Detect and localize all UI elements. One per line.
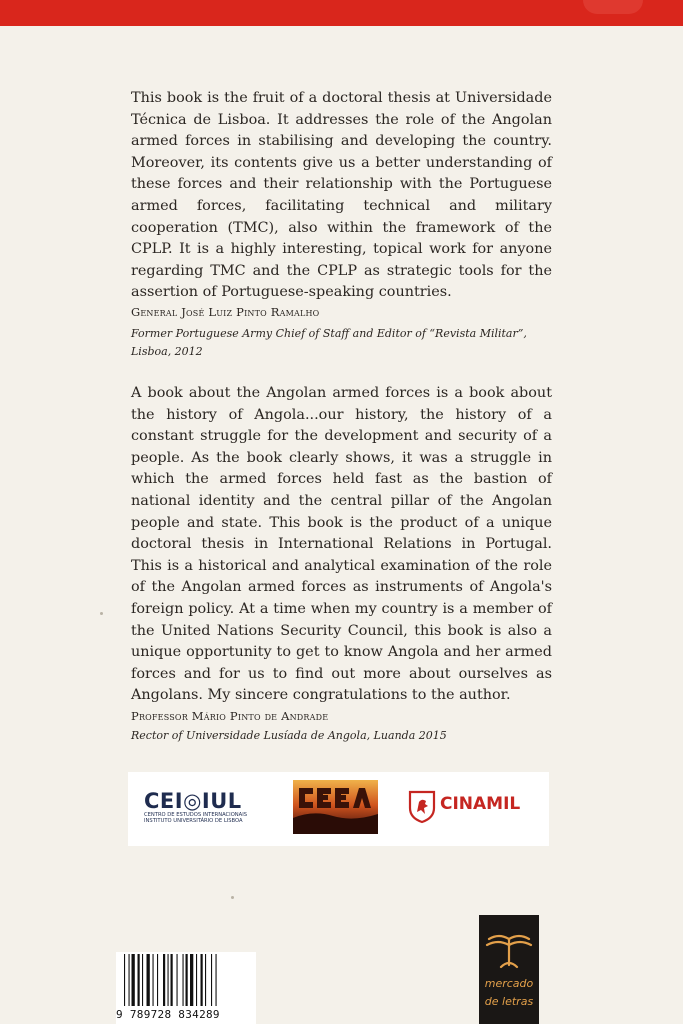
- barcode-bar: [171, 954, 173, 1006]
- barcode-bar: [132, 954, 135, 1006]
- barcode-bar: [201, 954, 203, 1006]
- cinamil-logo-name: CINAMIL: [440, 794, 521, 814]
- ceep-logo: [293, 780, 378, 834]
- publisher-name-line1: mercado: [484, 977, 534, 990]
- barcode-bar: [163, 954, 165, 1006]
- ceiiul-logo-line1: CENTRO DE ESTUDOS INTERNACIONAIS: [144, 812, 248, 818]
- open-book-icon: [479, 917, 539, 977]
- ceiiul-logo: [144, 790, 264, 830]
- barcode-bar: [124, 954, 125, 1006]
- barcode-bar: [168, 954, 169, 1006]
- quote-2-author: Professor Mário Pinto de Andrade: [131, 709, 329, 723]
- top-band-highlight: [583, 0, 643, 14]
- barcode-bar: [216, 954, 217, 1006]
- isbn-barcode: [116, 952, 256, 1024]
- publisher-logo: [479, 915, 539, 1024]
- barcode-bar: [129, 954, 130, 1006]
- barcode-bar: [205, 954, 206, 1006]
- barcode-bar: [147, 954, 150, 1006]
- barcode-bars-icon: [124, 954, 248, 1006]
- barcode-bar: [183, 954, 184, 1006]
- barcode-bar: [186, 954, 188, 1006]
- partner-logos-strip: [128, 772, 549, 846]
- barcode-bar: [196, 954, 197, 1006]
- ceep-emblem-icon: [293, 780, 378, 834]
- barcode-bar: [153, 954, 154, 1006]
- ceiiul-logo-name: CEI◎IUL: [144, 789, 242, 813]
- barcode-bar: [142, 954, 143, 1006]
- quote-1-author-role: Former Portuguese Army Chief of Staff and Editor of “Revista Militar”, Lisboa, 2012: [131, 327, 527, 358]
- barcode-bar: [211, 954, 212, 1006]
- quote-2-text: A book about the Angolan armed forces is a book about the history of Angola...our history, the history of a constant struggle for the development and security of a people. As the book clearly shows, it was a struggle in which the armed forces held fast as the bastion of national identity and the central pillar of the Angolan people and state. This book is the product of a unique doctoral thesis in International Relations in Portugal. This is a historical and analytical examination of the role of the Angolan armed forces as instruments of Angola's foreign policy. At a time when my country is a member of the United Nations Security Council, this book is also a unique opportunity to get to know Angola and her armed forces and for us to find out more about ourselves as Angolans. My sincere congratulations to the author.: [131, 385, 552, 704]
- quote-2-author-role: Rector of Universidade Lusíada de Angola, Luanda 2015: [131, 729, 447, 742]
- cinamil-logo: [408, 786, 543, 832]
- barcode-bar: [177, 954, 178, 1006]
- barcode-bar: [157, 954, 158, 1006]
- top-color-band: [0, 0, 683, 26]
- ceiiul-logo-line2: INSTITUTO UNIVERSITÁRIO DE LISBOA: [144, 818, 243, 824]
- paper-speck: [231, 896, 234, 899]
- quote-1-author: General José Luiz Pinto Ramalho: [131, 305, 320, 319]
- barcode-bar: [190, 954, 193, 1006]
- paper-speck: [100, 612, 103, 615]
- publisher-name-line2: de letras: [484, 995, 534, 1008]
- isbn-number: 9 789728 834289: [116, 1008, 220, 1021]
- lion-shield-icon: [408, 790, 436, 824]
- quote-1-text: This book is the fruit of a doctoral thesis at Universidade Técnica de Lisboa. It addresses the role of the Angolan armed forces in stabilising and developing the country. Moreover, its contents give us a better understanding of these forces and their relationship with the Portuguese armed forces, facilitating technical and military cooperation (TMC), also within the framework of the CPLP. It is a highly interesting, topical work for anyone regarding TMC and the CPLP as strategic tools for the assertion of Portuguese-speaking countries.: [131, 90, 552, 301]
- barcode-bar: [138, 954, 140, 1006]
